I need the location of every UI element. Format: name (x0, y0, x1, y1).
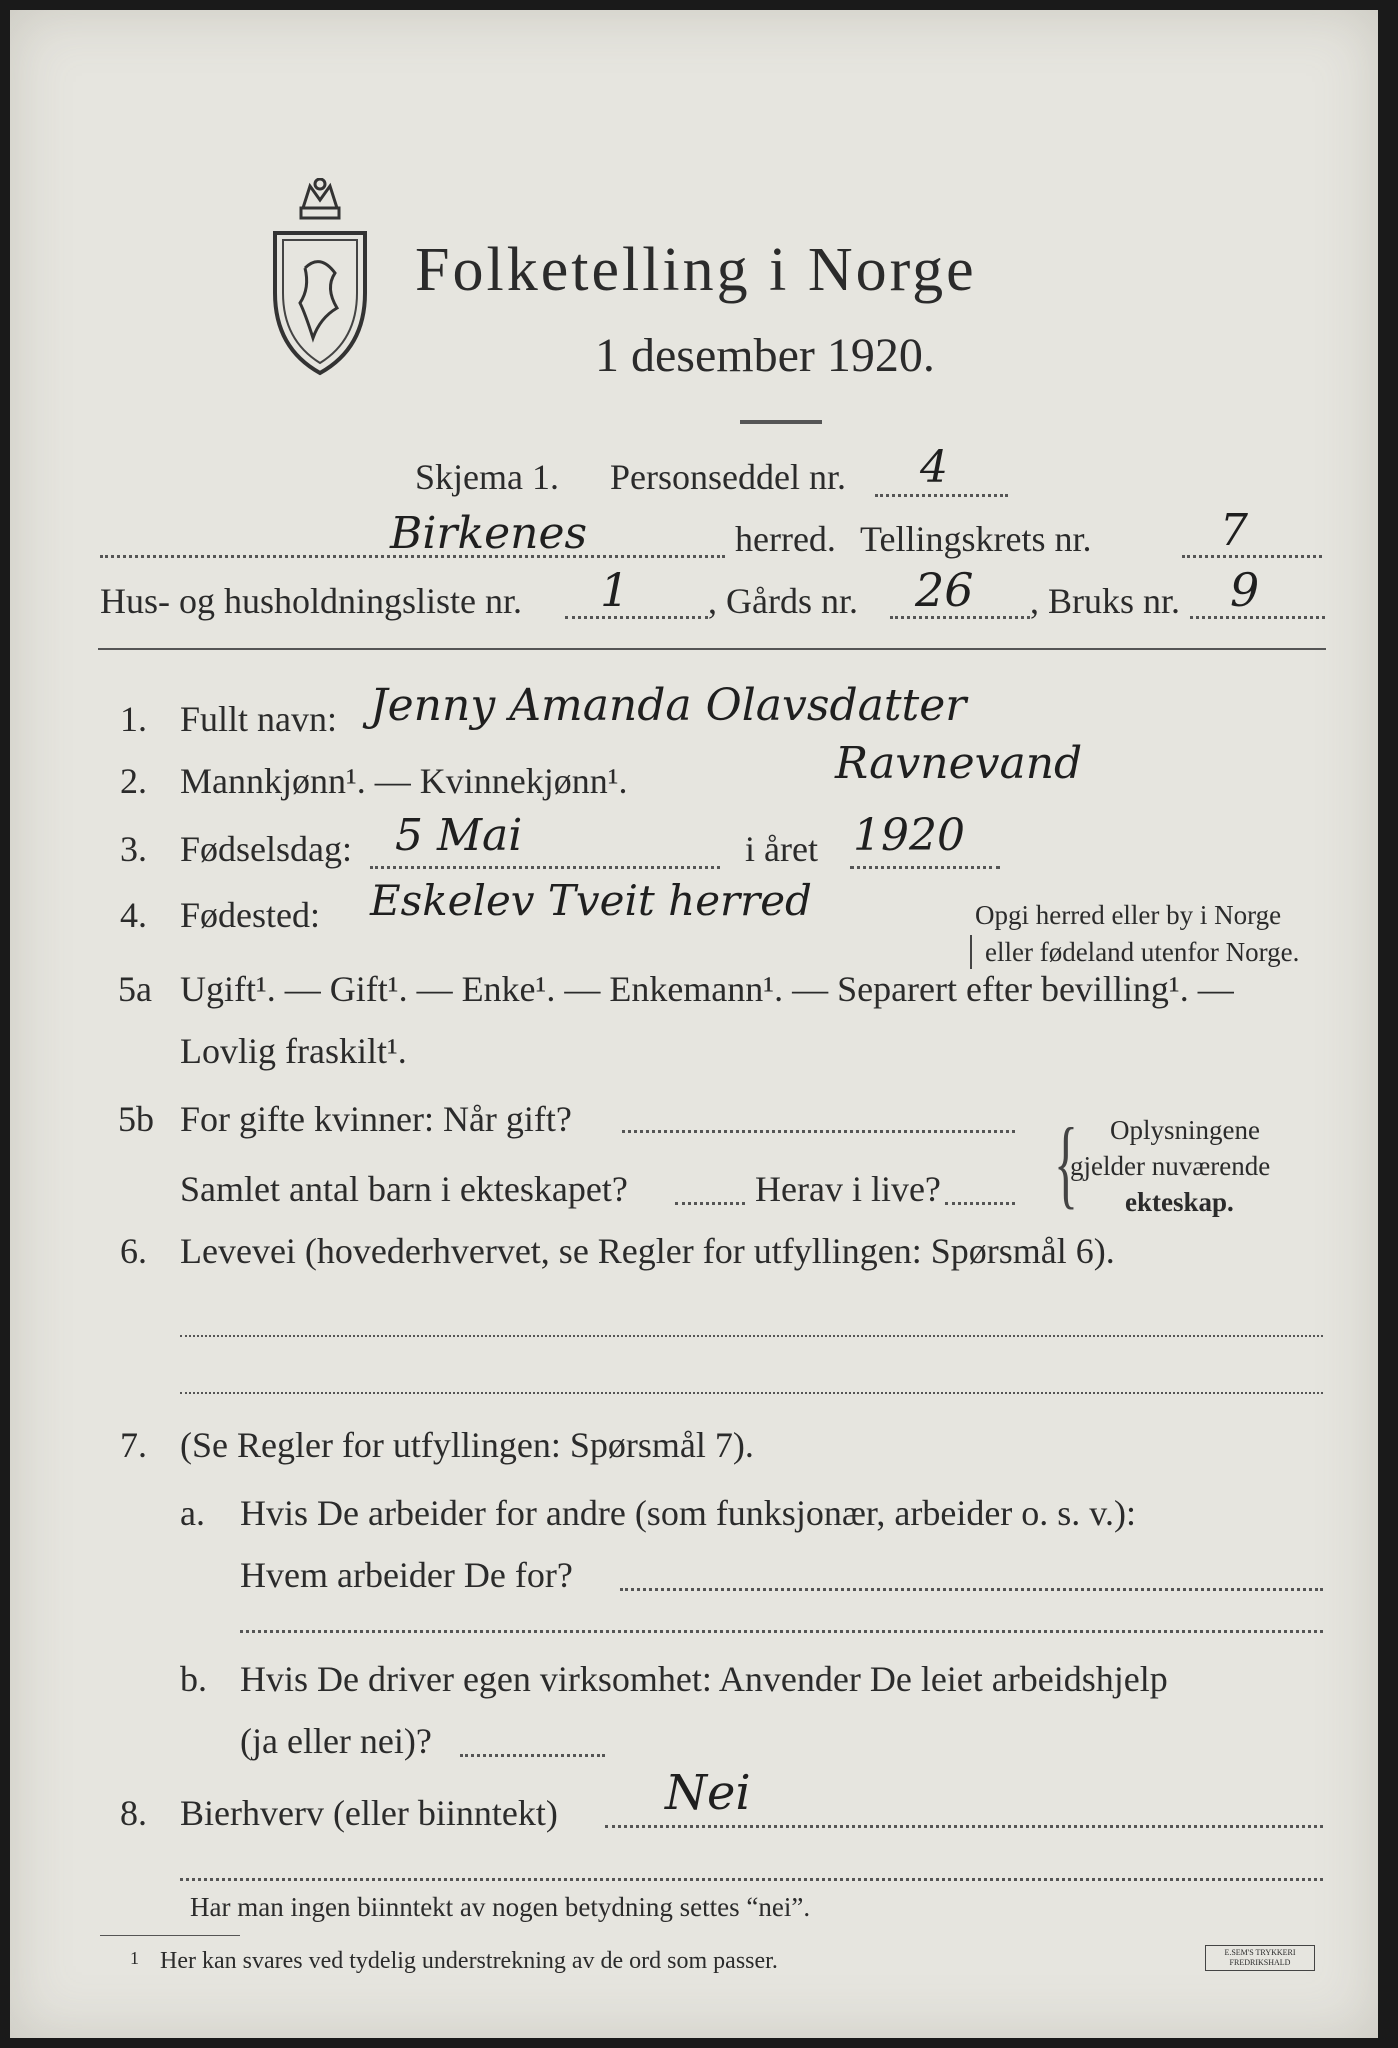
gards-label: , Gårds nr. (708, 581, 858, 621)
q7a-answer-line-1 (620, 1588, 1323, 1591)
q6-label: Levevei (hovederhvervet, se Regler for utfyllingen: Spørsmål 6). (180, 1231, 1115, 1271)
q4-value: Eskelev Tveit herred (370, 876, 812, 925)
q8-number: 8. (120, 1793, 147, 1833)
q6-number: 6. (120, 1231, 147, 1271)
q8-label: Bierhverv (eller biinntekt) (180, 1793, 558, 1833)
q4-number: 4. (120, 895, 147, 935)
q3-value: 5 Mai (395, 810, 523, 861)
q5a-number: 5a (118, 969, 152, 1009)
q5a-label: Ugift¹. — Gift¹. — Enke¹. — Enkemann¹. — Separert efter bevilling¹. — (180, 969, 1234, 1009)
q7a-number: a. (180, 1493, 205, 1533)
q5b-label: For gifte kvinner: Når gift? (180, 1099, 572, 1139)
q1-label: Fullt navn: (180, 699, 338, 739)
coat-of-arms-icon (265, 178, 375, 378)
q7a-label-2: Hvem arbeider De for? (240, 1555, 573, 1595)
q7b-label-2: (ja eller nei)? (240, 1721, 432, 1761)
q5b-note-brace: { (1054, 1107, 1078, 1218)
q3-year-value: 1920 (853, 810, 965, 861)
q6-answer-line-2 (180, 1392, 1323, 1394)
q3-label: Fødselsdag: (180, 829, 353, 869)
q5b-married-line (622, 1130, 1015, 1133)
gards-value: 26 (915, 563, 974, 617)
herred-value: Birkenes (390, 508, 588, 559)
q2-label: Mannkjønn¹. — Kvinnekjønn¹. (180, 761, 628, 801)
title-divider (740, 420, 822, 424)
q3-date-line (370, 866, 720, 869)
q3-number: 3. (120, 829, 147, 869)
q8-note: Har man ingen biinntekt av nogen betydning settes “nei”. (190, 1892, 811, 1922)
q5b-label-3: Herav i live? (755, 1169, 941, 1209)
q5b-children-line (675, 1202, 745, 1205)
schema-label: Skjema 1. (415, 457, 559, 497)
q3-year-label: i året (745, 829, 818, 869)
hus-label: Hus- og husholdningsliste nr. (100, 581, 523, 621)
q2-value: Ravnevand (835, 738, 1083, 789)
q6-answer-line-1 (180, 1335, 1323, 1337)
q7b-number: b. (180, 1659, 207, 1699)
bruks-value: 9 (1230, 563, 1260, 617)
bruks-label: , Bruks nr. (1030, 581, 1181, 621)
hus-field-line (565, 616, 708, 619)
q8-value: Nei (665, 1765, 751, 1821)
q1-value: Jenny Amanda Olavsdatter (370, 680, 967, 731)
q5b-note-2: gjelder nuværende (1070, 1151, 1271, 1181)
page-title: Folketelling i Norge (415, 236, 977, 304)
census-date: 1 desember 1920. (595, 329, 935, 382)
q5b-number: 5b (118, 1099, 154, 1139)
tellingskrets-label: Tellingskrets nr. (860, 519, 1092, 559)
footnote-text: Her kan svares ved tydelig understrekning av de ord som passer. (160, 1948, 778, 1974)
q4-note-line-1: Opgi herred eller by i Norge (975, 900, 1282, 930)
q4-note-line-2: eller fødeland utenfor Norge. (985, 937, 1300, 967)
q1-number: 1. (120, 699, 147, 739)
printer-stamp: E.SEM'S TRYKKERI FREDRIKSHALD (1205, 1945, 1315, 1971)
footnote-divider (100, 1935, 240, 1936)
q7a-label: Hvis De arbeider for andre (som funksjonær, arbeider o. s. v.): (240, 1493, 1136, 1533)
q4-label: Fødested: (180, 895, 320, 935)
q2-number: 2. (120, 761, 147, 801)
q3-year-line (850, 866, 1000, 869)
q7a-answer-line-2 (240, 1630, 1323, 1633)
q7b-answer-line (460, 1754, 605, 1757)
herred-label: herred. (735, 519, 836, 559)
tellingskrets-value: 7 (1220, 505, 1248, 556)
person-field-line (875, 494, 1008, 497)
hus-value: 1 (600, 563, 630, 617)
q7-number: 7. (120, 1425, 147, 1465)
q8-answer-line-2 (180, 1878, 1323, 1881)
q5b-label-2: Samlet antal barn i ekteskapet? (180, 1169, 628, 1209)
header-divider (98, 648, 1326, 650)
q5b-note-1: Oplysningene (1110, 1115, 1260, 1145)
q7-label: (Se Regler for utfyllingen: Spørsmål 7). (180, 1425, 754, 1465)
footnote-marker: 1 (130, 1948, 139, 1968)
q8-answer-line-1 (605, 1825, 1323, 1828)
tellingskrets-field-line (1182, 555, 1322, 558)
person-value: 4 (920, 442, 948, 493)
q4-note-bracket (970, 935, 972, 969)
census-form-page (10, 10, 1378, 2038)
q5a-label-2: Lovlig fraskilt¹. (180, 1031, 407, 1071)
q5b-alive-line (945, 1202, 1015, 1205)
q5b-note-3: ekteskap. (1125, 1187, 1234, 1217)
person-label: Personseddel nr. (610, 457, 846, 497)
q7b-label: Hvis De driver egen virksomhet: Anvender De leiet arbeidshjelp (240, 1659, 1168, 1699)
